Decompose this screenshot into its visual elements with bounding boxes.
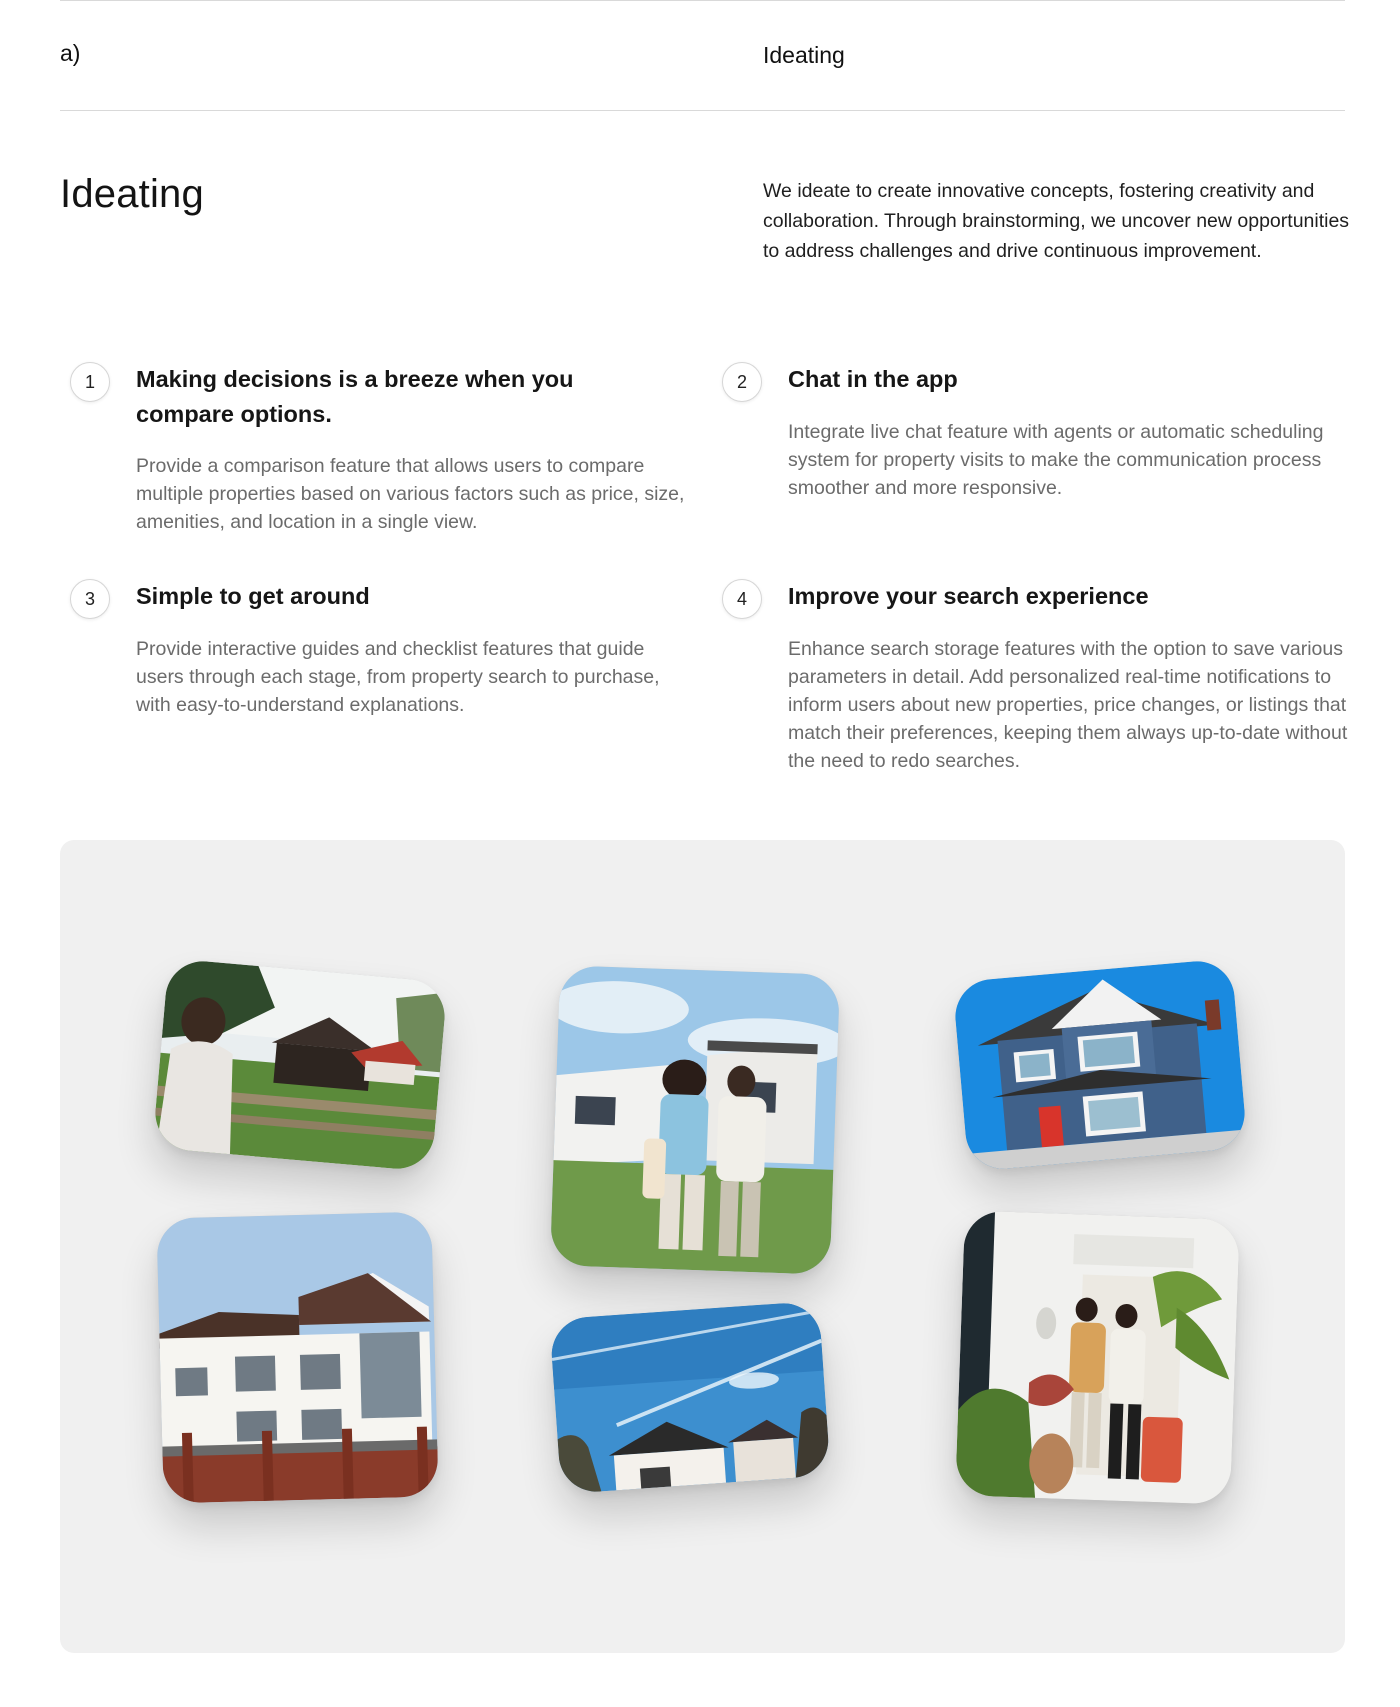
- section-name: Ideating: [763, 42, 845, 68]
- photo-gallery: [60, 840, 1345, 1653]
- photo-white-villa: [156, 1211, 438, 1503]
- header-divider: [60, 110, 1345, 111]
- photo-couple-door: [955, 1210, 1240, 1504]
- feature-title: Chat in the app: [788, 366, 958, 392]
- page-title: Ideating: [60, 172, 204, 216]
- top-divider: [60, 0, 1345, 1]
- feature-description: Provide interactive guides and checklist features that guide users through each stage, from property search to purchase, with easy-to-understand explanations.: [136, 638, 660, 716]
- intro-paragraph: We ideate to create innovative concepts, fostering creativity and collaboration. Through brainstorming, we uncover new opportunities to address challenges and drive continuous improvement.: [763, 180, 1350, 262]
- step-number-badge: 1: [70, 362, 110, 402]
- photo-family-house: [550, 965, 840, 1275]
- step-number-badge: 4: [722, 579, 762, 619]
- step-number-badge: 3: [70, 579, 110, 619]
- feature-description: Integrate live chat feature with agents or automatic scheduling system for property visits to make the communication process smoother and more responsive.: [788, 421, 1324, 499]
- section-label: a): [60, 40, 81, 66]
- feature-title: Improve your search experience: [788, 583, 1149, 609]
- feature-title: Making decisions is a breeze when you compare options.: [136, 366, 574, 427]
- feature-description: Provide a comparison feature that allows users to compare multiple properties based on various factors such as price, size, amenities, and location in a single view.: [136, 455, 685, 533]
- feature-title: Simple to get around: [136, 583, 370, 609]
- feature-description: Enhance search storage features with the option to save various parameters in detail. Add personalized real-time notifications to inform users about new properties, price changes, or listings that match their preferences, keeping them always up-to-date without the need to redo searches.: [788, 638, 1348, 772]
- photo-sky-contrails: [549, 1301, 831, 1494]
- step-number-badge: 2: [722, 362, 762, 402]
- photo-blue-house: [952, 958, 1247, 1172]
- photo-fence-house: [152, 958, 447, 1172]
